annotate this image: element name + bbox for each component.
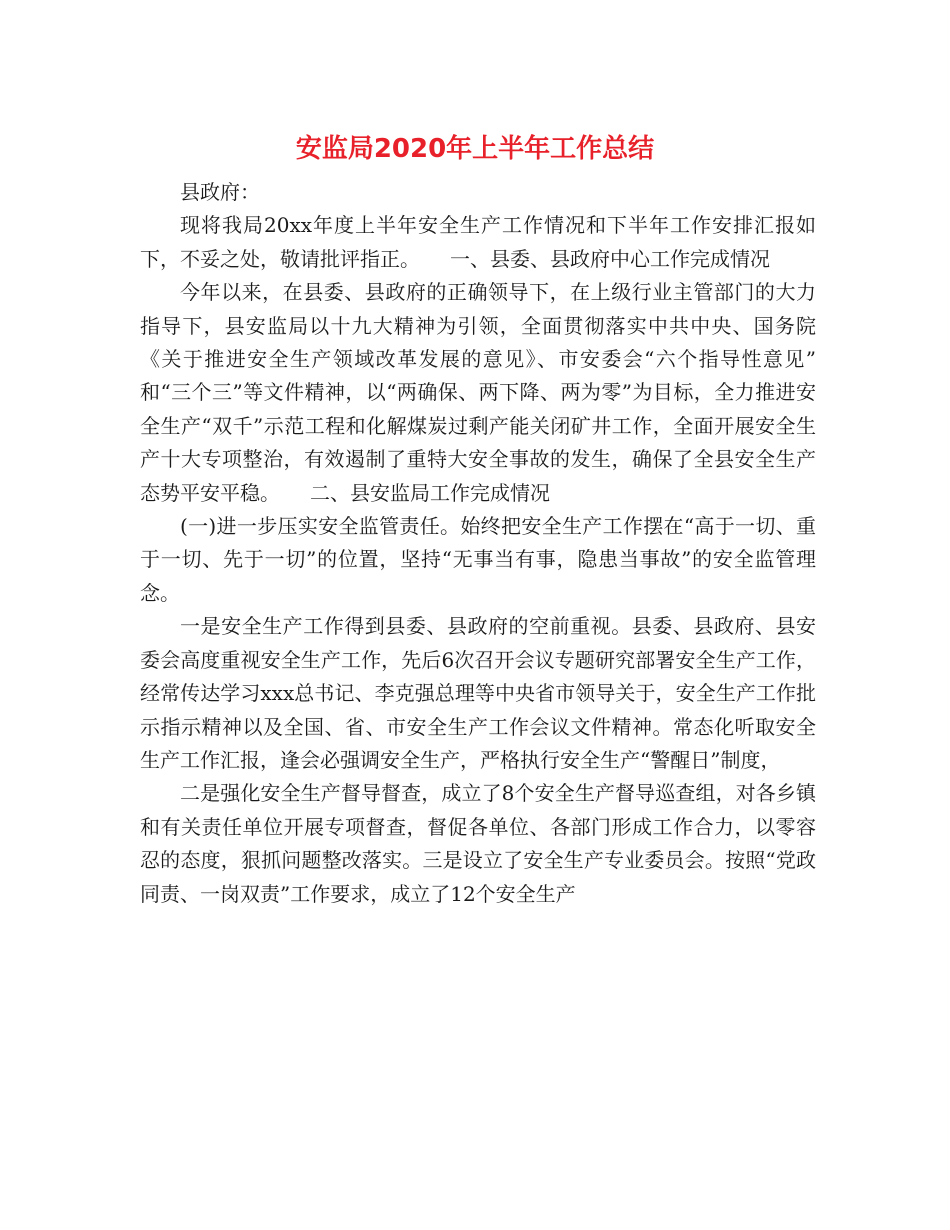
paragraph-point-1: 一是安全生产工作得到县委、县政府的空前重视。县委、县政府、县安委会高度重视安全生产工作，先后6次召开会议专题研究部署安全生产工作，经常传达学习xxx总书记、李克强总理等中央省市领导关于，安全生产工作批示指示精神以及全国、省、市安全生产工作会议文件精神。常态化听取安全生产工作汇报，逢会必强调安全生产，严格执行安全生产“警醒日”制度， — [140, 614, 816, 772]
paragraph-section-1: (一)进一步压实安全监管责任。始终把安全生产工作摆在“高于一切、重于一切、先于一切”的位置，坚持“无事当有事，隐患当事故”的安全监管理念。 — [140, 514, 816, 605]
salutation: 县政府： — [180, 180, 260, 204]
document-body — [140, 176, 836, 911]
paragraph-point-2: 二是强化安全生产督导督查，成立了8个安全生产督导巡查组，对各乡镇和有关责任单位开展专项督查，督促各单位、各部门形成工作合力，以零容忍的态度，狠抓问题整改落实。三是设立了安全生产专业委员会。按照“党政同责、一岗双责”工作要求，成立了12个安全生产 — [140, 781, 816, 906]
paragraph-overview: 今年以来，在县委、县政府的正确领导下，在上级行业主管部门的大力指导下，县安监局以十九大精神为引领，全面贯彻落实中共中央、国务院《关于推进安全生产领域改革发展的意见》、市安委会“六个指导性意见” 和“三个三”等文件精神，以“两确保、两下降、两为零”为目标，全力推进安全生产“双千”示范工程和化解煤炭过剩产能关闭矿井工作，全面开展安全生产十大专项整治，有效遏制了重特大安全事故的发生，确保了全县安全生产态势平安平稳。 二、县安监局工作完成情况 — [140, 280, 836, 505]
paragraph-intro: 现将我局20xx年度上半年安全生产工作情况和下半年工作安排汇报如下，不妥之处，敬请批评指正。 一、县委、县政府中心工作完成情况 — [140, 213, 816, 271]
document-title: 安监局2020年上半年工作总结 — [295, 134, 655, 164]
